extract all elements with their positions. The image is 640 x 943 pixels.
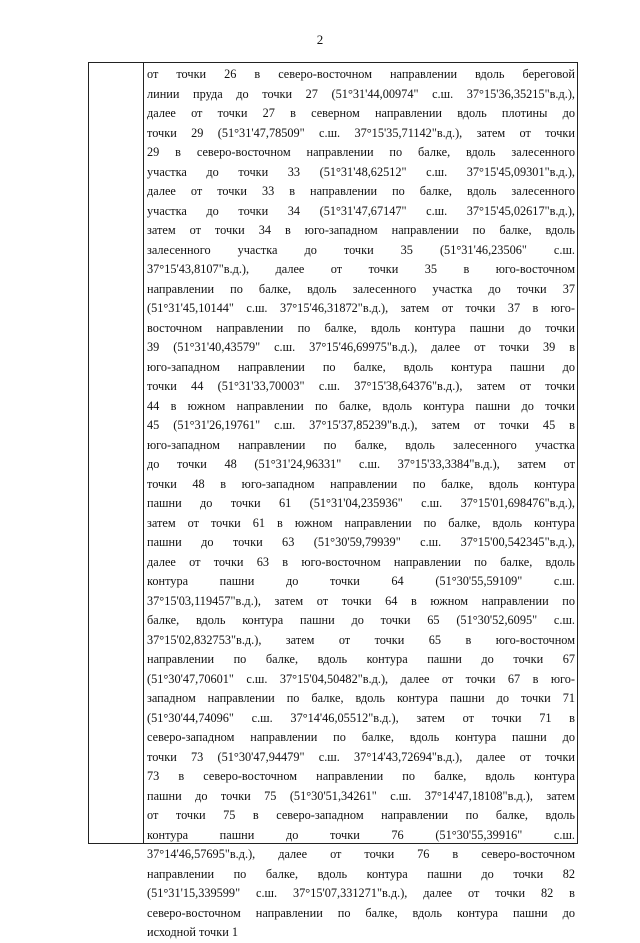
text-line: северо-западном направлении по балке, вдоль контура пашни до <box>147 730 575 744</box>
text-line: (51°31'45,10144" с.ш. 37°15'46,31872"в.д.), затем от точки 37 в юго- <box>147 301 575 315</box>
text-line: восточном направлении по балке, вдоль контура пашни до точки <box>147 320 575 335</box>
text-line: направлении по балке, вдоль контура пашни до точки 82 <box>147 866 575 881</box>
text-line: точки 44 (51°31'33,70003" с.ш. 37°15'38,64376"в.д.), затем от точки <box>147 379 575 393</box>
text-line: 44 в южном направлении по балке, вдоль контура пашни до точки <box>147 398 575 413</box>
text-line: 37°15'03,119457"в.д.), затем от точки 64 в южном направлении по <box>147 593 575 608</box>
text-line: 37°14'46,57695"в.д.), далее от точки 76 в северо-восточном <box>147 847 575 861</box>
text-line: далее от точки 63 в юго-восточном направлении по балке, вдоль <box>147 554 575 569</box>
text-line: исходной точки 1 <box>147 925 238 939</box>
text-line: (51°30'47,70601" с.ш. 37°15'04,50482"в.д.), далее от точки 67 в юго- <box>147 671 575 686</box>
text-line: контура пашни до точки 64 (51°30'55,59109" с.ш. <box>147 574 575 588</box>
text-line: 45 (51°31'26,19761" с.ш. 37°15'37,85239"в.д.), затем от точки 45 в <box>147 418 575 432</box>
text-line: пашни до точки 61 (51°31'04,235936" с.ш. 37°15'01,698476"в.д.), <box>147 496 575 510</box>
text-line: точки 73 (51°30'47,94479" с.ш. 37°14'43,72694"в.д.), далее от точки <box>147 749 575 764</box>
text-line: точки 48 в юго-западном направлении по балке, вдоль контура <box>147 476 575 491</box>
text-line: залесенного участка до точки 35 (51°31'46,23506" с.ш. <box>147 242 575 257</box>
text-line: балке, вдоль контура пашни до точки 65 (51°30'52,6095" с.ш. <box>147 613 575 627</box>
text-line: затем от точки 34 в юго-западном направлении по балке, вдоль <box>147 223 575 237</box>
text-line: юго-западном направлении по балке, вдоль залесенного участка <box>147 437 575 452</box>
text-line: пашни до точки 75 (51°30'51,34261" с.ш. 37°14'47,18108"в.д.), затем <box>147 788 575 803</box>
text-line: 37°15'02,832753"в.д.), затем от точки 65 в юго-восточном <box>147 632 575 647</box>
text-line: до точки 48 (51°31'24,96331" с.ш. 37°15'33,3384"в.д.), затем от <box>147 457 575 471</box>
text-line: 29 в северо-восточном направлении по балке, вдоль залесенного <box>147 145 575 159</box>
text-line: участка до точки 33 (51°31'48,62512" с.ш. 37°15'45,09301"в.д.), <box>147 164 575 179</box>
text-line: западном направлении по балке, вдоль контура пашни до точки 71 <box>147 691 575 705</box>
text-line: от точки 26 в северо-восточном направлении вдоль береговой <box>147 67 575 81</box>
text-line: затем от точки 61 в южном направлении по балке, вдоль контура <box>147 515 575 530</box>
text-line: пашни до точки 63 (51°30'59,79939" с.ш. 37°15'00,542345"в.д.), <box>147 535 575 549</box>
text-line: далее от точки 27 в северном направлении вдоль плотины до <box>147 106 575 120</box>
text-line: участка до точки 34 (51°31'47,67147" с.ш. 37°15'45,02617"в.д.), <box>147 203 575 218</box>
page-number: 2 <box>316 32 324 47</box>
document-table <box>88 62 578 939</box>
boundary-description-text <box>147 65 575 943</box>
text-line: от точки 75 в северо-западном направлении по балке, вдоль <box>147 808 575 822</box>
text-line: точки 29 (51°31'47,78509" с.ш. 37°15'35,71142"в.д.), затем от точки <box>147 125 575 140</box>
text-line: северо-восточном направлении по балке, вдоль контура пашни до <box>147 905 575 920</box>
text-line: (51°30'44,74096" с.ш. 37°14'46,05512"в.д.), затем от точки 71 в <box>147 710 575 725</box>
text-line: 37°15'43,8107"в.д.), далее от точки 35 в юго-восточном <box>147 262 575 276</box>
text-line: линии пруда до точки 27 (51°31'44,00974" с.ш. 37°15'36,35215"в.д.), <box>147 86 575 101</box>
text-line: (51°31'15,339599" с.ш. 37°15'07,331271"в.д.), далее от точки 82 в <box>147 886 575 900</box>
text-line: направлении по балке, вдоль контура пашни до точки 67 <box>147 652 575 666</box>
text-line: контура пашни до точки 76 (51°30'55,39916" с.ш. <box>147 827 575 842</box>
table-left-column <box>89 63 144 843</box>
text-line: 73 в северо-восточном направлении по балке, вдоль контура <box>147 769 575 783</box>
text-line: 39 (51°31'40,43579" с.ш. 37°15'46,69975"в.д.), далее от точки 39 в <box>147 340 575 354</box>
text-line: далее от точки 33 в направлении по балке, вдоль залесенного <box>147 184 575 198</box>
text-line: направлении по балке, вдоль залесенного участка до точки 37 <box>147 281 575 296</box>
text-line: юго-западном направлении по балке, вдоль контура пашни до <box>147 359 575 374</box>
